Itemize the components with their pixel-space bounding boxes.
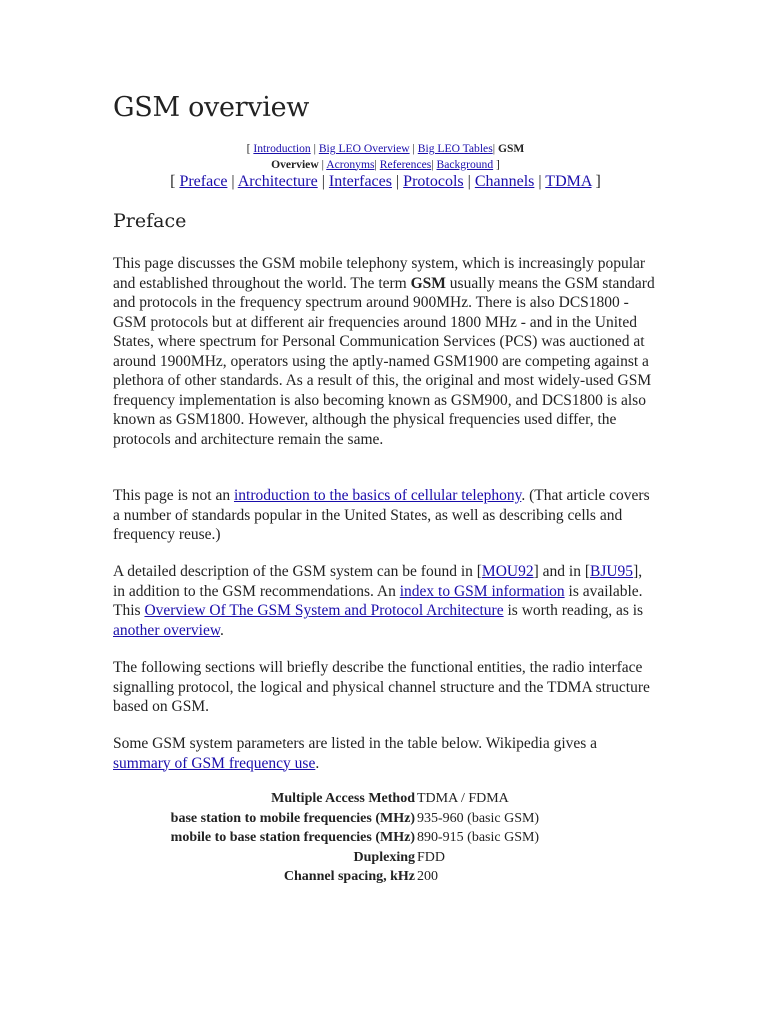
param-value: 890-915 (basic GSM) [417,830,540,845]
link-gsm-frequency-summary[interactable]: summary of GSM frequency use [113,754,316,772]
param-value: 935-960 (basic GSM) [417,810,540,826]
nav-link-introduction[interactable]: Introduction [253,142,311,155]
link-bju95[interactable]: BJU95 [589,563,634,580]
table-row [113,809,658,829]
paragraph-parameters: Some GSM system parameters are listed in the table below. Wikipedia gives a summary of GSM frequency use. [113,735,598,772]
section-nav: [ Preface | Architecture | Interfaces | Protocols | Channels | TDMA ] [170,173,601,190]
link-gsm-index[interactable]: index to GSM information [399,582,565,600]
link-mou92[interactable]: MOU92 [481,563,534,580]
section-heading-preface: Preface [113,210,187,232]
table-row [113,848,658,868]
breadcrumb: [ Introduction | Big LEO Overview | Big LEO Tables| GSM Overview | Acronyms| References| Background ] [246,142,525,171]
link-another-overview[interactable]: another overview [113,621,221,639]
parameters-table [113,789,658,887]
section-link-interfaces[interactable]: Interfaces [328,173,392,190]
paragraph-sections: The following sections will briefly describe the functional entities, the radio interface signalling protocol, the logical and physical channel structure and the TDMA structure based on GSM. [113,659,650,715]
paragraph-not-basics: This page is not an introduction to the basics of cellular telephony. (That article covers a number of standards popular in the United States, as well as describing cells and frequency reuse.) [113,487,650,543]
section-link-preface[interactable]: Preface [179,173,228,190]
nav-link-big-leo-tables[interactable]: Big LEO Tables [417,142,493,155]
section-link-architecture[interactable]: Architecture [237,173,318,190]
param-value: TDMA / FDMA [417,791,509,806]
param-name: Duplexing [353,849,415,865]
nav-link-references[interactable]: References [379,157,432,171]
link-gsm-architecture-overview[interactable]: Overview Of The GSM System and Protocol Architecture [144,602,504,619]
param-name: base station to mobile frequencies (MHz) [170,810,415,826]
paragraph-intro: This page discusses the GSM mobile telephony system, which is increasingly popular and established throughout the world. The term GSM usually means the GSM standard and protocols in the frequency spectrum around 900MHz. There is also DCS1800 - GSM protocols but at different air frequencies around 1800 MHz - and in the United States, where spectrum for Personal Communication Services (PCS) was auctioned at around 1900MHz, operators using the aptly-named GSM1900 are competing against a plethora of other standards. As a result of this, the original and most widely-used GSM frequency implementation is also becoming known as GSM900, and DCS1800 is also known as GSM1800. However, although the physical frequencies used differ, the protocols and architecture remain the same. [113,255,655,448]
section-link-channels[interactable]: Channels [474,173,535,190]
nav-link-background[interactable]: Background [436,157,494,171]
link-cellular-basics[interactable]: introduction to the basics of cellular telephony [233,487,522,504]
section-link-protocols[interactable]: Protocols [403,173,464,190]
param-name: Multiple Access Method [271,791,415,806]
param-value: FDD [417,849,446,865]
paragraph-description: A detailed description of the GSM system can be found in [MOU92] and in [BJU95], in addition to the GSM recommendations. An index to GSM information is available. This Overview Of The GSM System and Protocol Architecture is worth reading, as is another overview. [113,563,644,639]
nav-link-big-leo-overview[interactable]: Big LEO Overview [318,142,410,155]
table-row [113,828,658,848]
table-row [113,789,658,809]
table-row [113,867,658,887]
nav-link-acronyms[interactable]: Acronyms [326,157,375,171]
section-link-tdma[interactable]: TDMA [545,173,592,190]
nav-current-gsm-overview: GSM Overview [271,142,525,171]
page-title: GSM overview [113,92,310,123]
param-name: mobile to base station frequencies (MHz) [170,830,415,845]
param-value: 200 [417,869,438,884]
param-name: Channel spacing, kHz [283,869,415,884]
